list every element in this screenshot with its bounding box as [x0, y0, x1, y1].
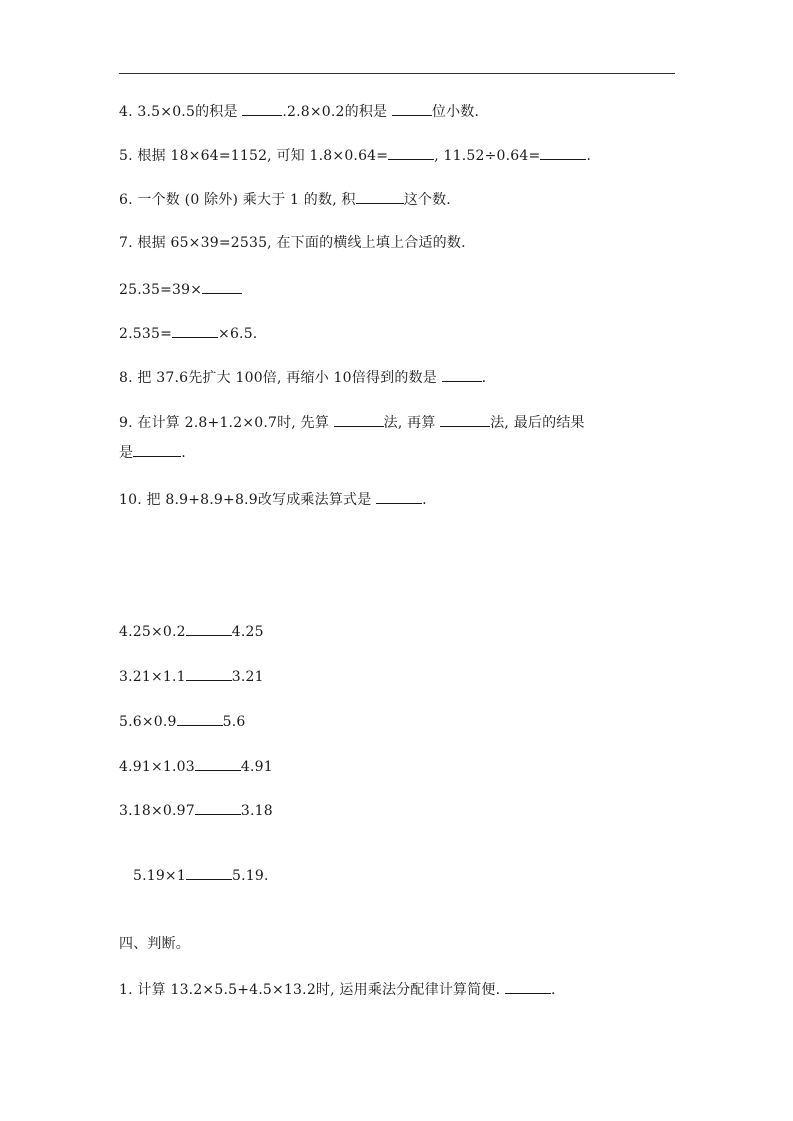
compare-item: 4.91×1.03 4.91 — [119, 756, 273, 777]
question-9: 9. 在计算 2.8+1.2×0.7时, 先算 法, 再算 法, 最后的结果 — [119, 412, 585, 433]
answer-blank[interactable] — [133, 442, 181, 457]
answer-blank[interactable] — [334, 412, 384, 427]
answer-blank[interactable] — [186, 865, 232, 880]
question-8: 8. 把 37.6先扩大 100倍, 再缩小 10倍得到的数是 . — [119, 367, 486, 388]
answer-blank[interactable] — [388, 145, 434, 160]
compare-item: 5.6×0.9 5.6 — [119, 711, 246, 732]
question-9-continued: 是 . — [119, 442, 186, 463]
answer-blank[interactable] — [376, 489, 422, 504]
header-rule — [119, 73, 675, 74]
compare-item: 3.18×0.97 3.18 — [119, 800, 273, 821]
answer-blank[interactable] — [440, 412, 490, 427]
answer-blank[interactable] — [172, 323, 218, 338]
answer-blank[interactable] — [356, 189, 404, 204]
answer-blank[interactable] — [242, 101, 282, 116]
answer-blank[interactable] — [186, 666, 232, 681]
answer-blank[interactable] — [195, 756, 241, 771]
question-5: 5. 根据 18×64=1152, 可知 1.8×0.64= , 11.52÷0.64= . — [119, 145, 591, 166]
answer-blank[interactable] — [505, 979, 551, 994]
judge-question-1: 1. 计算 13.2×5.5+4.5×13.2时, 运用乘法分配律计算简便. . — [119, 979, 556, 1000]
answer-blank[interactable] — [442, 367, 482, 382]
answer-blank[interactable] — [540, 145, 586, 160]
question-10: 10. 把 8.9+8.9+8.9改写成乘法算式是 . — [119, 489, 427, 510]
answer-blank[interactable] — [202, 279, 242, 294]
question-7-part-2: 2.535= ×6.5. — [119, 323, 257, 344]
compare-item: 5.19×1 5.19. — [119, 845, 269, 886]
answer-blank[interactable] — [186, 621, 232, 636]
compare-item: 3.21×1.1 3.21 — [119, 666, 264, 687]
question-4: 4. 3.5×0.5的积是 .2.8×0.2的积是 位小数. — [119, 101, 479, 122]
section-heading: 四、判断。 — [119, 936, 190, 952]
answer-blank[interactable] — [195, 800, 241, 815]
question-7: 7. 根据 65×39=2535, 在下面的横线上填上合适的数. — [119, 235, 466, 251]
question-7-part-1: 25.35=39× — [119, 279, 242, 300]
compare-item: 4.25×0.2 4.25 — [119, 621, 264, 642]
answer-blank[interactable] — [392, 101, 432, 116]
answer-blank[interactable] — [177, 711, 223, 726]
question-6: 6. 一个数 (0 除外) 乘大于 1 的数, 积 这个数. — [119, 189, 451, 210]
